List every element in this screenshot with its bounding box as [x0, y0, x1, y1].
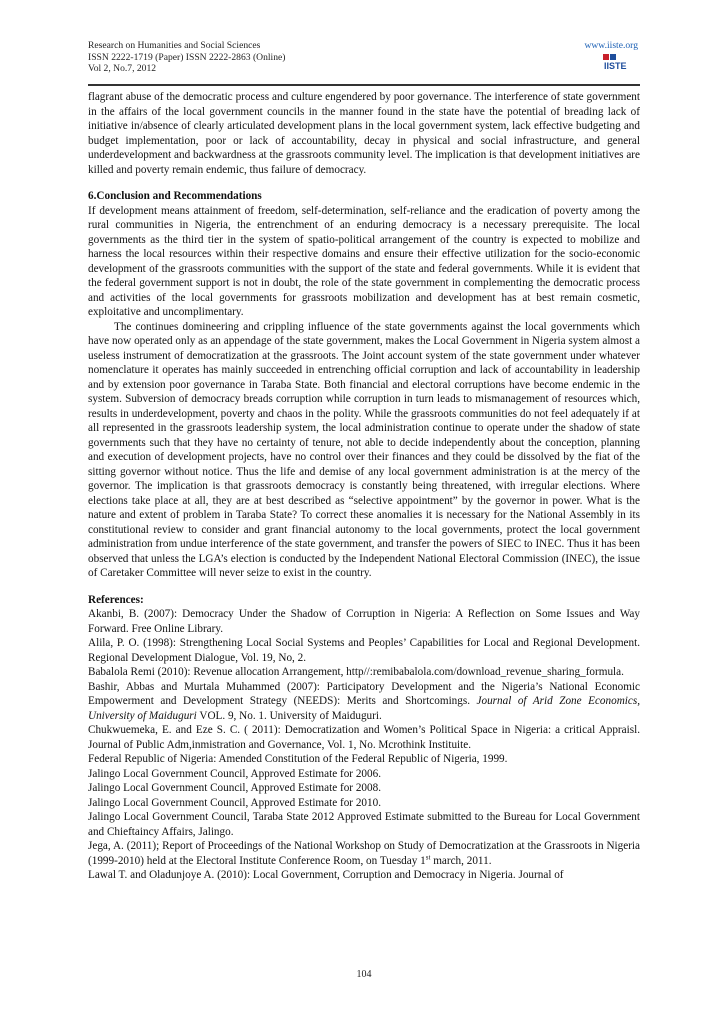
page-number: 104: [356, 969, 372, 980]
reference-item: Jalingo Local Government Council, Approved Estimate for 2006.: [88, 767, 381, 780]
svg-text:IISTE: IISTE: [604, 61, 627, 71]
body-paragraph: If development means attainment of freedom, self-determination, self-reliance and the eradication of poverty among the rural communities in Nigeria, the entrenchment of an enduring democracy is a necessary prerequisite. The local governments as the third tier in the system of spatio-political arrangement of the country is expected to mobilize and harness the local resources within their respective domains and ensure their effective utilization for the socio-economic development of the grassroots communities with the support of the state and federal governments. While it is evident that the federal government support is not in doubt, the role of the state government in complementing the democratic process and activities of the local governments for grassroots mobilization and development has at best remain cosmetic, exploitative and uncomplimentary.: [88, 204, 640, 318]
journal-url-link[interactable]: www.iiste.org: [584, 40, 638, 51]
section-heading: 6.Conclusion and Recommendations: [88, 190, 262, 202]
article-body: [88, 90, 640, 883]
volume-line: Vol 2, No.7, 2012: [88, 63, 157, 74]
page-header: [88, 40, 640, 84]
body-paragraph: flagrant abuse of the democratic process and culture engendered by poor governance. The interference of state government in the affairs of the local government councils in the manner found in the state have the potential of breading lack of initiative in/absence of clearly articulated development plans in the local government system, lack effective budgeting and budget implementation, poor or lack of accountability, decay in physical and social infrastructure, and general underdevelopment and backwardness at the grassroots community level. The implication is that development initiatives are killed and poverty remain endemic, thus failure of democracy.: [88, 91, 640, 176]
reference-item: Jalingo Local Government Council, Taraba State 2012 Approved Estimate submitted to the Bureau for Local Government and Chieftaincy Affairs, Jalingo.: [88, 811, 640, 838]
reference-item: Federal Republic of Nigeria: Amended Constitution of the Federal Republic of Nigeria, 1999.: [88, 753, 508, 765]
reference-item: Chukwuemeka, E. and Eze S. C. ( 2011): Democratization and Women’s Political Space in Nigeria: a critical Appraisl. Journal of Public Adm,inmistration and Governance, Vol. 1, No. Mcrothink Instituite.: [88, 724, 640, 751]
iiste-logo-icon: [602, 53, 636, 71]
reference-text: march, 2011.: [430, 854, 492, 867]
issn-line: ISSN 2222-1719 (Paper) ISSN 2222-2863 (Online): [88, 51, 286, 63]
reference-text: VOL. 9, No. 1. University of Maiduguri.: [199, 709, 382, 722]
references-heading: References:: [88, 593, 144, 606]
reference-item: Alila, P. O. (1998): Strengthening Local Social Systems and Peoples’ Capabilities for Local and Regional Development. Regional Development Dialogue, Vol. 19, No, 2.: [88, 637, 640, 664]
body-paragraph: The continues domineering and crippling influence of the state governments against the local governments which have now operated only as an appendage of the state government, makes the Local Government in Nigeria system almost a useless instrument of democratization at the grassroots. The Joint account system of the state government under whatever nomenclature it operates has mainly succeeded in entrenching official corruption and lack of accountability in leadership and by extension poor governance in Taraba State. Both financial and electoral corruptions have become endemic in the system. Subversion of democracy breads corruption while corruption in turn leads to mismanagement of resources which, results in underdevelopment, poverty and chaos in the polity. While the grassroots communities do not feel adequately if at all represented in the grassroots leadership system, the local administration continue to operate under the shadow of state governments such that they have no certainty of tenure, not able to decide independently about the conception, planning and execution of development projects, have no control over their finances and they could be dissolved by the fiat of the sitting governor without notice. Thus the life and demise of any local government administration is at the mercy of the governor. The implication is that grassroots democracy is constantly being threatened, with irregular elections. Where elections take place at all, they are at best described as “selective appointment” by the governor in power. What is the nature and extent of problem in Taraba State? To correct these anomalies it is necessary for the National Assembly in its constitutional review to consider and grant financial autonomy to the local governments, protect the local government administration from undue interference of the state government, and transfer the powers of SIEC to INEC. Thus it has been observed that unless the LGA’s election is conducted by the Independent National Electoral Commission (INEC), the issue of Caretaker Committee will never seize to exist in the country.: [88, 320, 640, 579]
reference-text: Bashir, Abbas and Murtala Muhammed (2007): Participatory Development and the Nigeria’s National Economic Empowerment and Development Strategy (NEEDS): Merits and Shortcomings.: [88, 680, 640, 707]
reference-item: Babalola Remi (2010): Revenue allocation Arrangement, http//:remibabalola.com/download_revenue_sharing_formula.: [88, 666, 624, 678]
reference-item: [88, 839, 640, 868]
reference-item: [88, 680, 640, 724]
reference-journal: Journal of Arid Zone Economics, University of Maiduguri: [88, 695, 640, 722]
journal-title: Research on Humanities and Social Sciences: [88, 40, 261, 51]
reference-item: Lawal T. and Oladunjoye A. (2010): Local Government, Corruption and Democracy in Nigeria. Journal of: [88, 869, 564, 881]
reference-item: Akanbi, B. (2007): Democracy Under the Shadow of Corruption in Nigeria: A Reflection on Some Issues and Way Forward. Free Online Library.: [88, 608, 640, 635]
reference-text: Jega, A. (2011); Report of Proceedings of the National Workshop on Study of Democratization at the Grassroots in Nigeria (1999-2010) held at the Electoral Institute Conference Room, on Tuesday 1: [88, 840, 640, 867]
reference-item: Jalingo Local Government Council, Approved Estimate for 2010.: [88, 796, 381, 809]
header-rule: [88, 84, 640, 86]
ordinal-suffix: st: [425, 852, 431, 861]
reference-item: Jalingo Local Government Council, Approved Estimate for 2008.: [88, 782, 381, 794]
